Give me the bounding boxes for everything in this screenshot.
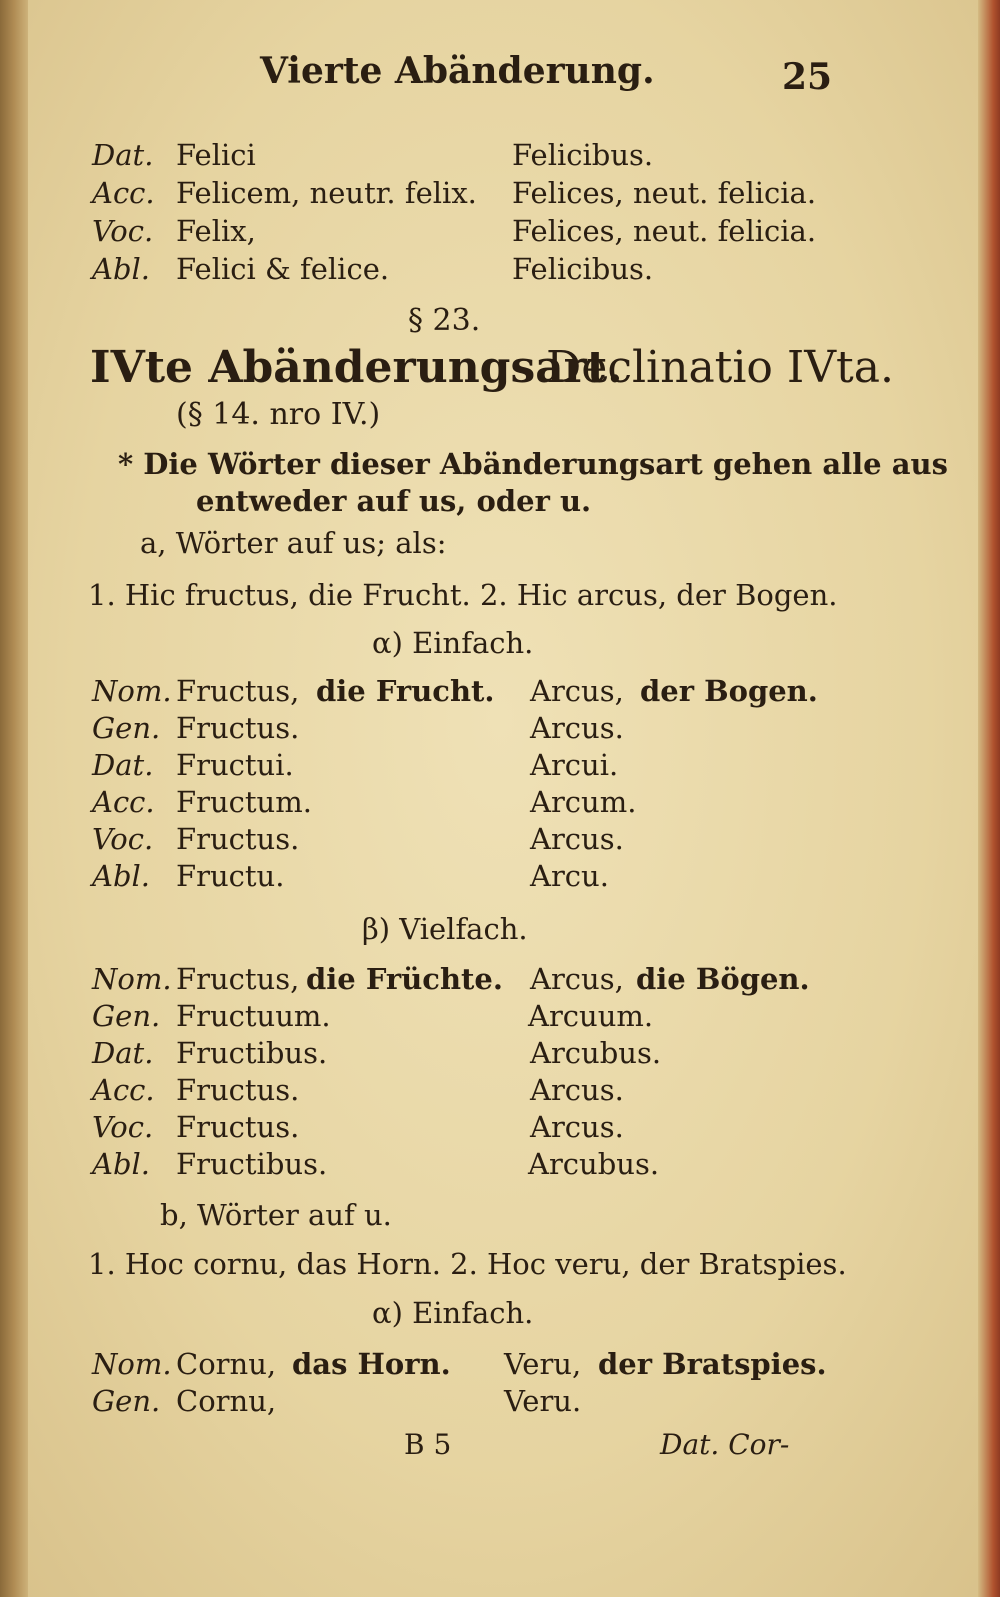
book-binding	[0, 0, 28, 1597]
case-label: Voc.	[92, 214, 154, 248]
running-header: Vierte Abänderung.	[260, 50, 655, 92]
german-gloss: der Bogen.	[640, 674, 818, 708]
latin-form: Arcus.	[530, 1110, 624, 1144]
case-label: Gen.	[92, 711, 161, 745]
latin-form: Fructui.	[176, 748, 294, 782]
latin-form: Fructu.	[176, 859, 285, 893]
case-label: Nom.	[92, 962, 172, 996]
part-b-examples: 1. Hoc cornu, das Horn. 2. Hoc veru, der Bratspies.	[88, 1247, 847, 1281]
case-label: Dat.	[92, 138, 154, 172]
german-gloss: die Frucht.	[316, 674, 495, 708]
case-label: Acc.	[92, 785, 155, 819]
singular-label: α) Einfach.	[372, 1296, 534, 1330]
part-a-examples: 1. Hic fructus, die Frucht. 2. Hic arcus, der Bogen.	[88, 578, 838, 612]
latin-form: Fructus.	[176, 1110, 300, 1144]
latin-form: Fructus,	[176, 674, 300, 708]
latin-form: Veru.	[504, 1384, 582, 1418]
latin-form: Arcus.	[530, 711, 624, 745]
page-number: 25	[782, 56, 833, 98]
catchword: Dat. Cor-	[660, 1428, 790, 1461]
latin-form: Arcuum.	[528, 999, 654, 1033]
section-title-latin: Declinatio IVta.	[546, 342, 894, 393]
latin-form: Arcui.	[530, 748, 619, 782]
latin-form: Fructibus.	[176, 1147, 328, 1181]
case-label: Voc.	[92, 1110, 154, 1144]
plural-form: Felices, neut. felicia.	[512, 176, 817, 210]
singular-form: Felici	[176, 138, 256, 172]
page-edge	[978, 0, 1000, 1597]
part-a-heading: a, Wörter auf us; als:	[140, 526, 447, 560]
latin-form: Fructum.	[176, 785, 312, 819]
case-label: Abl.	[92, 252, 150, 286]
section-note-line-2: entweder auf us, oder u.	[196, 484, 592, 518]
case-label: Abl.	[92, 859, 150, 893]
case-label: Acc.	[92, 1073, 155, 1107]
latin-form: Fructibus.	[176, 1036, 328, 1070]
case-label: Acc.	[92, 176, 155, 210]
latin-form: Fructus.	[176, 822, 300, 856]
section-reference: (§ 14. nro IV.)	[176, 397, 381, 432]
case-label: Gen.	[92, 1384, 161, 1418]
case-label: Dat.	[92, 1036, 154, 1070]
german-gloss: die Früchte.	[306, 962, 503, 996]
case-label: Nom.	[92, 1347, 172, 1381]
plural-form: Felicibus.	[512, 138, 654, 172]
latin-form: Arcus,	[530, 674, 624, 708]
latin-form: Cornu,	[176, 1347, 277, 1381]
section-number: § 23.	[408, 303, 481, 338]
case-label: Abl.	[92, 1147, 150, 1181]
latin-form: Veru,	[504, 1347, 582, 1381]
latin-form: Arcubus.	[528, 1147, 660, 1181]
singular-form: Felici & felice.	[176, 252, 390, 286]
latin-form: Fructus.	[176, 1073, 300, 1107]
section-note-line-1: * Die Wörter dieser Abänderungsart gehen alle aus	[118, 447, 948, 481]
latin-form: Arcum.	[530, 785, 637, 819]
latin-form: Arcu.	[530, 859, 609, 893]
latin-form: Fructus.	[176, 711, 300, 745]
latin-form: Fructus,	[176, 962, 300, 996]
latin-form: Arcus,	[530, 962, 624, 996]
plural-form: Felicibus.	[512, 252, 654, 286]
singular-form: Felix,	[176, 214, 256, 248]
latin-form: Fructuum.	[176, 999, 331, 1033]
latin-form: Arcubus.	[530, 1036, 662, 1070]
signature-mark: B 5	[404, 1428, 452, 1461]
latin-form: Arcus.	[530, 1073, 624, 1107]
german-gloss: das Horn.	[292, 1347, 451, 1381]
case-label: Gen.	[92, 999, 161, 1033]
part-b-heading: b, Wörter auf u.	[160, 1198, 392, 1232]
plural-form: Felices, neut. felicia.	[512, 214, 817, 248]
latin-form: Arcus.	[530, 822, 624, 856]
german-gloss: der Bratspies.	[598, 1347, 827, 1381]
german-gloss: die Bögen.	[636, 962, 810, 996]
section-title-fraktur: IVte Abänderungsart.	[90, 342, 623, 393]
plural-label: β) Vielfach.	[362, 912, 528, 946]
case-label: Nom.	[92, 674, 172, 708]
case-label: Voc.	[92, 822, 154, 856]
singular-form: Felicem, neutr. felix.	[176, 176, 477, 210]
latin-form: Cornu,	[176, 1384, 277, 1418]
case-label: Dat.	[92, 748, 154, 782]
singular-label: α) Einfach.	[372, 626, 534, 660]
